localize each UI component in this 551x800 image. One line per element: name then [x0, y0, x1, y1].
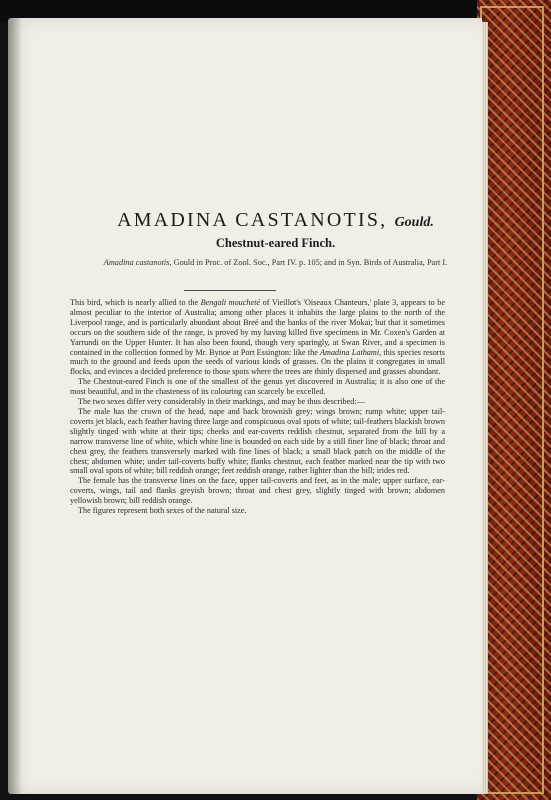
paragraph-4: The male has the crown of the head, nape and back brownish grey; wings brown; rump white; upper tail-coverts jet black, each feather having three large and conspicuous oval spots of white; tail-feathers blackish brown slightly tinged with white at their tips; cheeks and ear-coverts reddish chestnut, separated from the bill by a narrow transverse line of white, which white line is bounded on each side by a still finer line of black; throat and chest grey, the feathers transversely marked with fine lines of black; a small black patch on the middle of the chest; abdomen white; under tail-coverts buffy white; flanks chestnut, each feather marked near the tip with two small oval spots of white; bill reddish orange; feet reddish orange, rather lighter than the bill; irides red. [70, 406, 445, 476]
common-name: Chestnut-eared Finch. [215, 236, 336, 250]
description-body [70, 298, 445, 516]
title-author: Gould. [394, 215, 434, 230]
reference-species: Amadina castanotis, [103, 258, 172, 267]
reference-text: Gould in Proc. of Zool. Soc., Part IV. p. 105; and in Syn. Birds of Australia, Part I. [173, 258, 448, 267]
paragraph-2: The Chestnut-eared Finch is one of the smallest of the genus yet discovered in Australia; it is also one of the most beautiful, and in the chasteness of its colouring can scarcely be excelled. [70, 377, 445, 397]
cover-gilt-border [480, 6, 544, 794]
paragraph-3: The two sexes differ very considerably in their markings, and may be thus described:— [78, 397, 365, 407]
paragraph-1: This bird, which is nearly allied to the Bengali moucheté of Vieillot's 'Oiseaux Chanteurs,' plate 3, appears to be almost peculiar to the interior of Australia; among other places it inhabits the large plains to the north of the Liverpool range, and is particularly abundant about Breé and the banks of the river Mokai; but that it sometimes occurs on the southern side of the range, is proved by my having killed five specimens in Mr. Coxen's Garden at Yarrundi on the Upper Hunter. It has also been found, though very sparingly, at Swan River, and a specimen is contained in the collection formed by Mr. Bynoe at Port Essington: like the Amadina Lathami, this species resorts much to the ground and feeds upon the seeds of various kinds of grasses. On the plains it congregates in small flocks, and evinces a decided preference to those spots where the trees are thinly dispersed and grasses abundant. [70, 298, 445, 377]
species-title [0, 209, 551, 232]
divider-rule [184, 290, 276, 291]
paragraph-5: The female has the transverse lines on the face, upper tail-coverts and feet, as in the male; upper surface, ear-coverts, wings, tail and flanks greyish brown; throat and chest grey, slightly tinged with brown; abdomen yellowish brown; bill reddish orange. [70, 476, 445, 506]
paragraph-6: The figures represent both sexes of the natural size. [78, 506, 247, 516]
gutter-shadow [8, 18, 22, 794]
title-latin-name: AMADINA CASTANOTIS, [117, 209, 388, 231]
synonymy-reference [0, 258, 551, 267]
